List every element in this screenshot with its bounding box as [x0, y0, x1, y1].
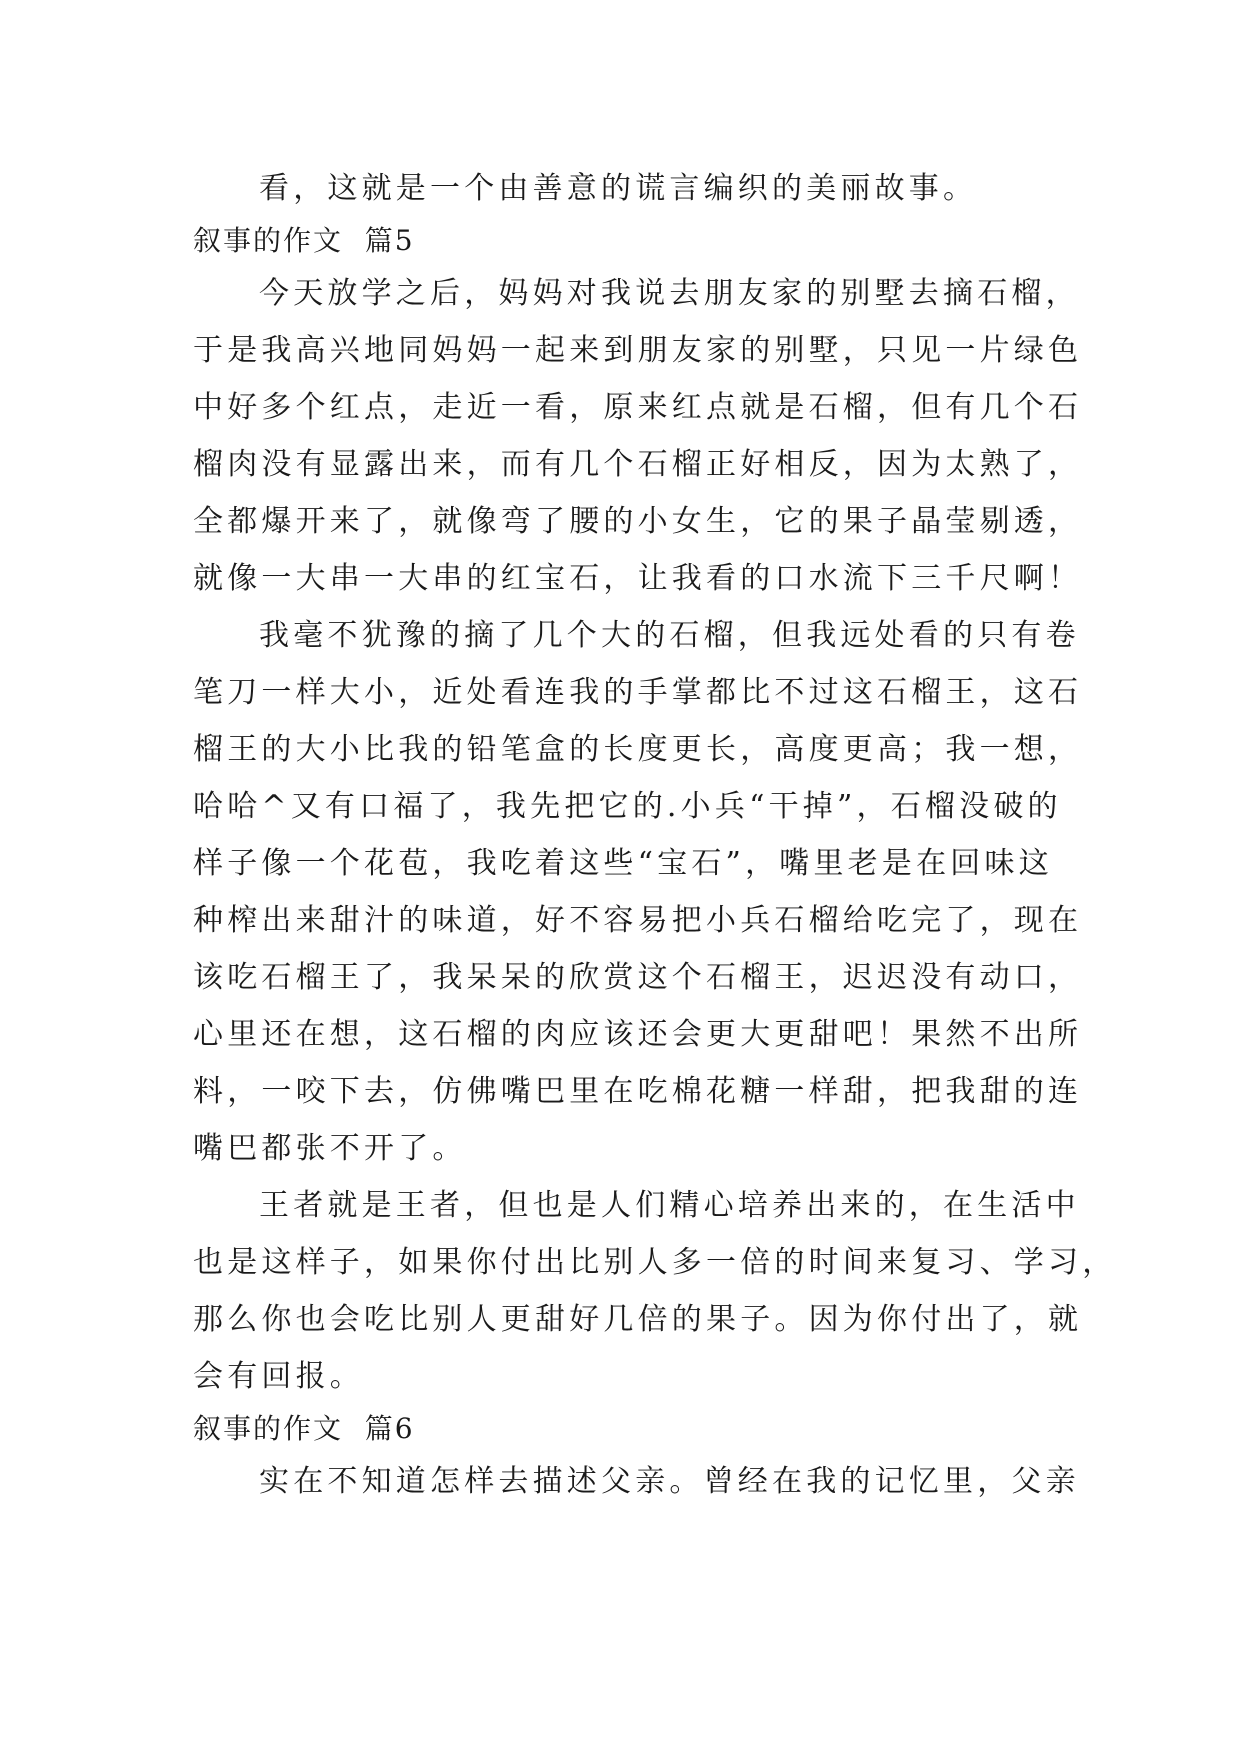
paragraph-5-3 — [193, 1177, 1117, 1405]
paragraph-line: 实在不知道怎样去描述父亲。曾经在我的记忆里，父亲 — [259, 1464, 1080, 1499]
paragraph-line: 会有回报。 — [193, 1359, 364, 1394]
paragraph-line: 那么你也会吃比别人更甜好几倍的果子。因为你付出了，就 — [193, 1302, 1083, 1337]
paragraph-intro-ending — [193, 160, 1073, 217]
section-heading-5: 叙事的作文 篇5 — [193, 224, 415, 257]
paragraph-line: 样子像一个花苞，我吃着这些“宝石”，嘴里老是在回味这 — [193, 846, 1053, 881]
paragraph-line: 全都爆开来了，就像弯了腰的小女生，它的果子晶莹剔透， — [193, 504, 1083, 539]
paragraph-line: 就像一大串一大串的红宝石，让我看的口水流下三千尺啊！ — [193, 561, 1083, 596]
paragraph-line: 榴肉没有显露出来，而有几个石榴正好相反，因为太熟了， — [193, 447, 1083, 482]
paragraph-line: 笔刀一样大小，近处看连我的手掌都比不过这石榴王，这石 — [193, 675, 1083, 710]
paragraph-line: 于是我高兴地同妈妈一起来到朋友家的别墅，只见一片绿色 — [193, 333, 1083, 368]
paragraph-line: 榴王的大小比我的铅笔盒的长度更长，高度更高；我一想， — [193, 732, 1083, 767]
paragraph-line: 也是这样子，如果你付出比别人多一倍的时间来复习、学习， — [193, 1245, 1117, 1280]
paragraph-line: 该吃石榴王了，我呆呆的欣赏这个石榴王，迟迟没有动口， — [193, 960, 1083, 995]
paragraph-line: 今天放学之后，妈妈对我说去朋友家的别墅去摘石榴， — [259, 276, 1080, 311]
paragraph-line: 我毫不犹豫的摘了几个大的石榴，但我远处看的只有卷 — [259, 618, 1080, 653]
paragraph-line: 哈哈^又有口福了，我先把它的.小兵“干掉”，石榴没破的 — [193, 789, 1062, 824]
paragraph-5-1 — [193, 265, 1083, 607]
paragraph-line: 心里还在想，这石榴的肉应该还会更大更甜吧！果然不出所 — [193, 1017, 1083, 1052]
paragraph-6-1 — [193, 1453, 1080, 1510]
paragraph-line: 中好多个红点，走近一看，原来红点就是石榴，但有几个石 — [193, 390, 1083, 425]
paragraph-line: 看，这就是一个由善意的谎言编织的美丽故事。 — [259, 171, 978, 206]
document-body — [193, 160, 1117, 1510]
section-heading-6: 叙事的作文 篇6 — [193, 1412, 415, 1445]
paragraph-line: 料，一咬下去，仿佛嘴巴里在吃棉花糖一样甜，把我甜的连 — [193, 1074, 1083, 1109]
paragraph-5-2 — [193, 607, 1083, 1177]
paragraph-line: 种榨出来甜汁的味道，好不容易把小兵石榴给吃完了，现在 — [193, 903, 1083, 938]
paragraph-line: 王者就是王者，但也是人们精心培养出来的，在生活中 — [259, 1188, 1080, 1223]
paragraph-line: 嘴巴都张不开了。 — [193, 1131, 467, 1166]
